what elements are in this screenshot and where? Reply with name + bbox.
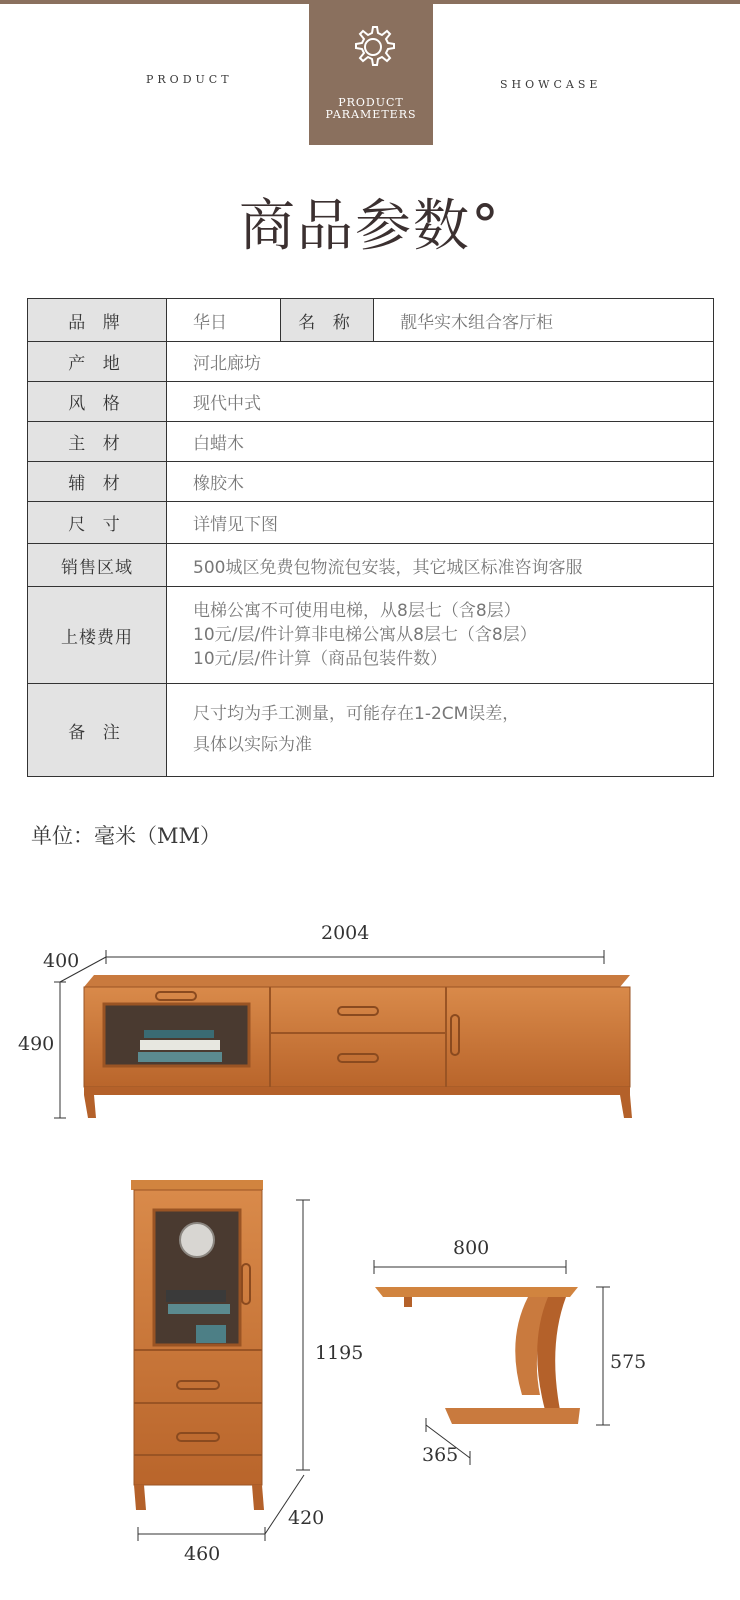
stairs-line: 10元/层/件计算（商品包装件数） xyxy=(193,649,448,669)
tv-height-dim: 490 xyxy=(18,1033,55,1055)
tv-depth-dim: 400 xyxy=(43,950,80,972)
origin-label: 产 地 xyxy=(28,342,167,382)
tv-cabinet xyxy=(84,975,632,1118)
brand-value: 华日 xyxy=(167,299,281,342)
size-value: 详情见下图 xyxy=(167,502,714,544)
table-depth-dim: 365 xyxy=(422,1444,459,1466)
name-value: 靓华实木组合客厅柜 xyxy=(374,299,714,342)
unit-label: 单位：毫米（MM） xyxy=(31,824,222,848)
stairs-fee-label: 上楼费用 xyxy=(28,587,167,684)
style-label: 风 格 xyxy=(28,382,167,422)
table-width-dim: 800 xyxy=(453,1237,490,1259)
note-line: 尺寸均为手工测量，可能存在1-2CM误差， xyxy=(193,704,520,724)
header-right-label: SHOWCASE xyxy=(500,78,602,91)
stairs-line: 10元/层/件计算非电梯公寓从8层七（含8层） xyxy=(193,625,537,645)
side-table xyxy=(375,1287,580,1424)
tall-cabinet xyxy=(131,1180,264,1510)
header-left-label: PRODUCT xyxy=(146,73,233,86)
tall-height-dim: 1195 xyxy=(315,1342,364,1364)
stairs-line: 电梯公寓不可使用电梯，从8层七（含8层） xyxy=(193,601,521,621)
name-label: 名 称 xyxy=(281,299,374,342)
size-label: 尺 寸 xyxy=(28,502,167,544)
table-height-dim: 575 xyxy=(610,1351,647,1373)
badge-line-1: PRODUCT xyxy=(338,96,404,109)
tall-depth-dim: 420 xyxy=(288,1507,325,1529)
note-line: 具体以实际为准 xyxy=(193,735,312,755)
tv-width-dim: 2004 xyxy=(321,922,370,944)
main-material-value: 白蜡木 xyxy=(167,422,714,462)
page-title: 商品参数° xyxy=(239,194,501,259)
main-material-label: 主 材 xyxy=(28,422,167,462)
tall-width-dim: 460 xyxy=(184,1543,221,1565)
sales-area-value: 500城区免费包物流包安装，其它城区标准咨询客服 xyxy=(167,544,714,587)
origin-value: 河北廊坊 xyxy=(167,342,714,382)
note-label: 备 注 xyxy=(28,684,167,777)
brand-label: 品 牌 xyxy=(28,299,167,342)
style-value: 现代中式 xyxy=(167,382,714,422)
sales-area-label: 销售区域 xyxy=(28,544,167,587)
aux-material-label: 辅 材 xyxy=(28,462,167,502)
badge-line-2: PARAMETERS xyxy=(325,108,417,121)
aux-material-value: 橡胶木 xyxy=(167,462,714,502)
